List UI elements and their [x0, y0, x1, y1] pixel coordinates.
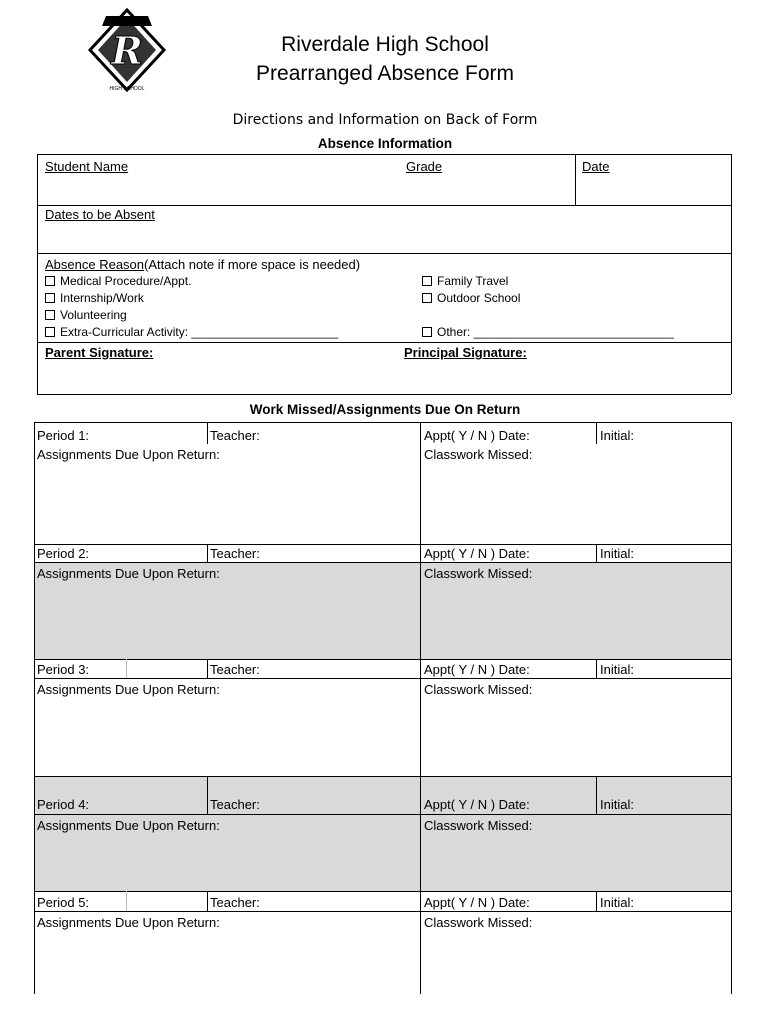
- period-1-assignments-field[interactable]: Assignments Due Upon Return:: [37, 447, 220, 462]
- reason-outdoor-school-checkbox[interactable]: Outdoor School: [422, 291, 520, 305]
- reason-other-checkbox[interactable]: Other: ______________________________: [422, 325, 674, 339]
- logo-letter: R: [111, 28, 143, 73]
- date-field[interactable]: Date: [582, 159, 610, 174]
- reason-extracurricular-checkbox[interactable]: Extra-Curricular Activity: ______________________: [45, 325, 338, 339]
- period-2-teacher-field[interactable]: Teacher:: [210, 546, 260, 561]
- period-4-appt-field[interactable]: Appt( Y / N ) Date:: [424, 797, 530, 812]
- period-2-classwork-field[interactable]: Classwork Missed:: [424, 566, 533, 581]
- period-5-appt-field[interactable]: Appt( Y / N ) Date:: [424, 895, 530, 910]
- period-1-label: Period 1:: [37, 428, 90, 443]
- reason-medical-checkbox[interactable]: Medical Procedure/Appt.: [45, 274, 191, 288]
- period-4-initial-field[interactable]: Initial:: [600, 797, 634, 812]
- period-4-classwork-field[interactable]: Classwork Missed:: [424, 818, 533, 833]
- period-5-teacher-field[interactable]: Teacher:: [210, 895, 260, 910]
- period-5-initial-field[interactable]: Initial:: [600, 895, 634, 910]
- work-missed-heading: Work Missed/Assignments Due On Return: [249, 402, 521, 417]
- period-3-initial-field[interactable]: Initial:: [600, 662, 634, 677]
- period-5-label: Period 5:: [37, 895, 90, 910]
- period-1-initial-field[interactable]: Initial:: [600, 428, 634, 443]
- principal-signature-field[interactable]: Principal Signature:: [404, 345, 527, 360]
- grade-field[interactable]: Grade: [406, 159, 443, 174]
- period-4-assignments-field[interactable]: Assignments Due Upon Return:: [37, 818, 220, 833]
- period-5-classwork-field[interactable]: Classwork Missed:: [424, 915, 533, 930]
- period-4-teacher-field[interactable]: Teacher:: [210, 797, 260, 812]
- period-1-classwork-field[interactable]: Classwork Missed:: [424, 447, 533, 462]
- period-4-label: Period 4:: [37, 797, 90, 812]
- period-3-teacher-field[interactable]: Teacher:: [210, 662, 260, 677]
- period-2-label: Period 2:: [37, 546, 90, 561]
- directions-note: Directions and Information on Back of Form: [232, 112, 538, 128]
- dates-absent-field[interactable]: Dates to be Absent: [45, 207, 155, 222]
- period-2-initial-field[interactable]: Initial:: [600, 546, 634, 561]
- period-1-teacher-field[interactable]: Teacher:: [210, 428, 260, 443]
- period-3-label: Period 3:: [37, 662, 90, 677]
- absence-info-heading: Absence Information: [317, 136, 453, 151]
- form-title: Prearranged Absence Form: [256, 62, 514, 85]
- period-2-appt-field[interactable]: Appt( Y / N ) Date:: [424, 546, 530, 561]
- period-3-classwork-field[interactable]: Classwork Missed:: [424, 682, 533, 697]
- period-5-assignments-field[interactable]: Assignments Due Upon Return:: [37, 915, 220, 930]
- student-name-field[interactable]: Student Name: [45, 159, 129, 174]
- school-name: Riverdale High School: [281, 33, 489, 56]
- period-2-assignments-field[interactable]: Assignments Due Upon Return:: [37, 566, 220, 581]
- reason-volunteering-checkbox[interactable]: Volunteering: [45, 308, 127, 322]
- period-3-appt-field[interactable]: Appt( Y / N ) Date:: [424, 662, 530, 677]
- logo-caption: HIGH SCHOOL: [109, 86, 145, 92]
- period-3-assignments-field[interactable]: Assignments Due Upon Return:: [37, 682, 220, 697]
- absence-reason-label: Absence Reason(Attach note if more space is needed): [45, 257, 361, 272]
- parent-signature-field[interactable]: Parent Signature:: [45, 345, 154, 360]
- period-1-appt-field[interactable]: Appt( Y / N ) Date:: [424, 428, 530, 443]
- school-logo: [86, 6, 168, 92]
- reason-family-travel-checkbox[interactable]: Family Travel: [422, 274, 508, 288]
- reason-internship-checkbox[interactable]: Internship/Work: [45, 291, 144, 305]
